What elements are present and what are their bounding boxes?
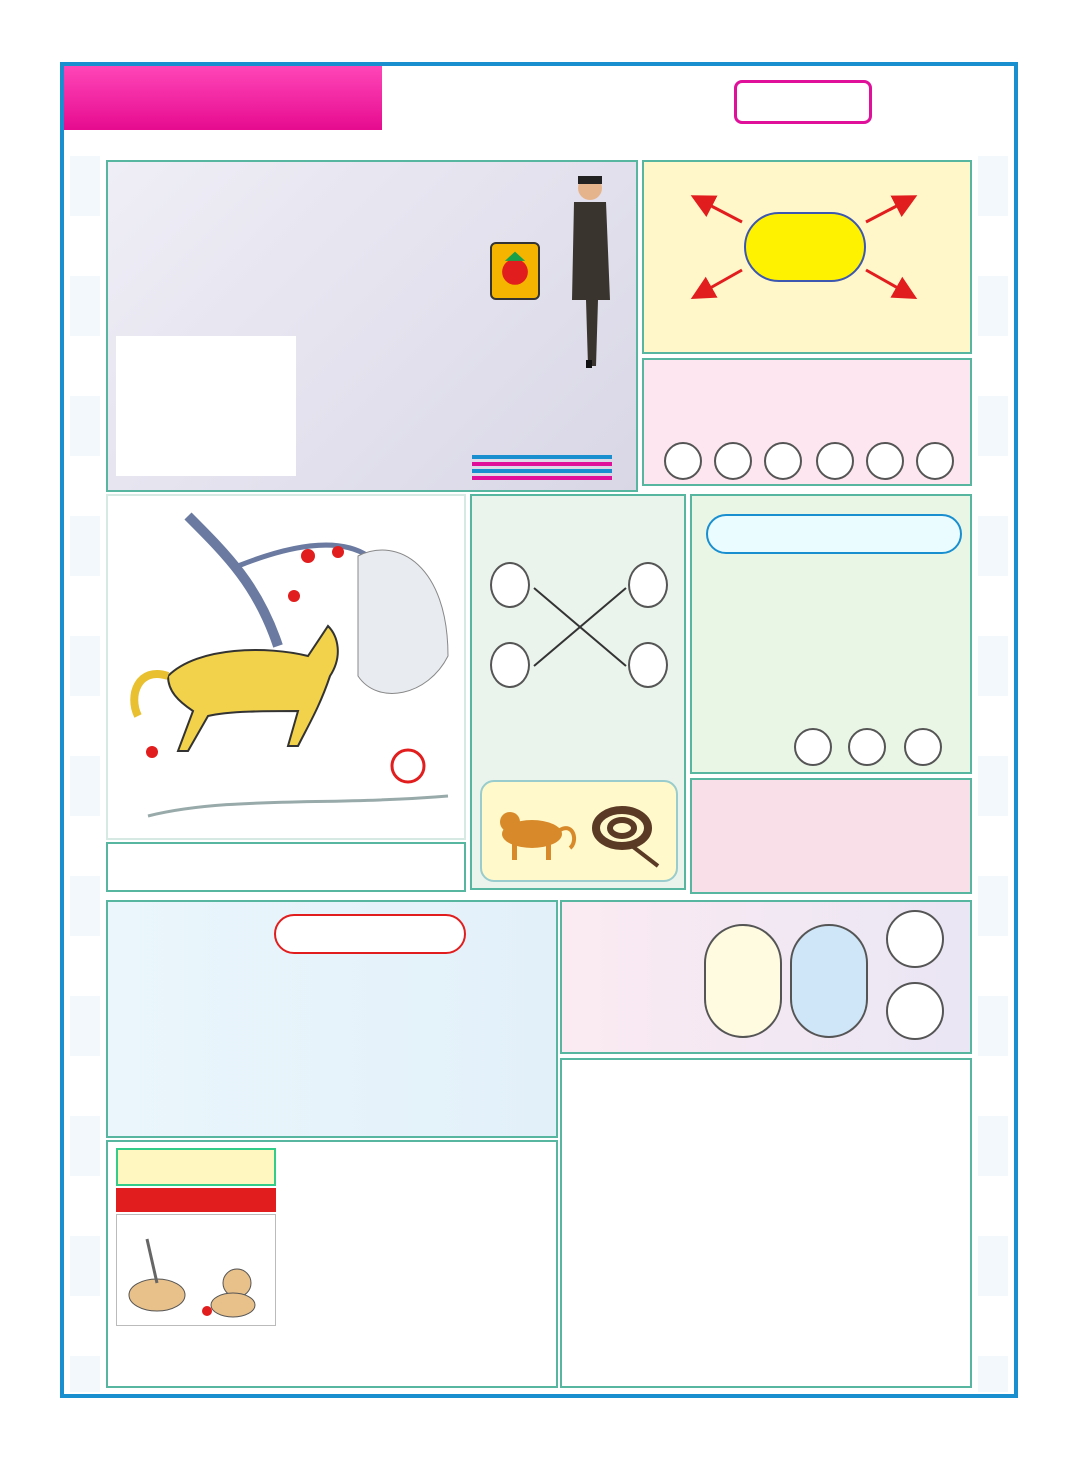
poem-box	[116, 336, 296, 476]
number-ball	[816, 442, 854, 480]
number-ball	[714, 442, 752, 480]
small-number-oval	[704, 924, 782, 1038]
right-watermark-strip	[978, 156, 1008, 1392]
number-ball	[664, 442, 702, 480]
horse-illustration-panel	[106, 494, 466, 840]
tegong-ball	[794, 728, 832, 766]
badge-icon	[490, 242, 540, 300]
man-figure-icon	[560, 170, 620, 370]
even-number-oval	[790, 924, 868, 1038]
hero-stripes	[472, 455, 612, 483]
top-watermark	[70, 132, 976, 152]
lucky-number	[628, 562, 668, 608]
tiger-icon	[500, 812, 574, 860]
lucky-number	[490, 562, 530, 608]
horse-illustration	[108, 496, 464, 838]
zhen-pill-title	[274, 914, 466, 954]
number-ball	[866, 442, 904, 480]
number-ball	[916, 442, 954, 480]
jie-title	[116, 1188, 276, 1212]
number-ball	[764, 442, 802, 480]
horse-caption	[106, 842, 466, 892]
lucky-number	[490, 642, 530, 688]
jie-illustration	[116, 1214, 276, 1326]
lucky-number	[628, 642, 668, 688]
tips-panel	[690, 778, 972, 894]
special-number	[886, 982, 944, 1040]
title-banner	[382, 66, 1014, 130]
bai-title	[706, 514, 962, 554]
book-icon	[116, 1148, 276, 1186]
brand-logo	[734, 80, 872, 124]
issue-banner	[64, 66, 382, 130]
tegong-ball	[848, 728, 886, 766]
left-watermark-strip	[70, 156, 100, 1392]
snake-icon	[596, 810, 658, 866]
special-number	[886, 910, 944, 968]
tegong-ball	[904, 728, 942, 766]
animals-box	[480, 780, 678, 882]
zeng-oval	[744, 212, 866, 282]
blank-panel-right	[560, 1058, 972, 1388]
